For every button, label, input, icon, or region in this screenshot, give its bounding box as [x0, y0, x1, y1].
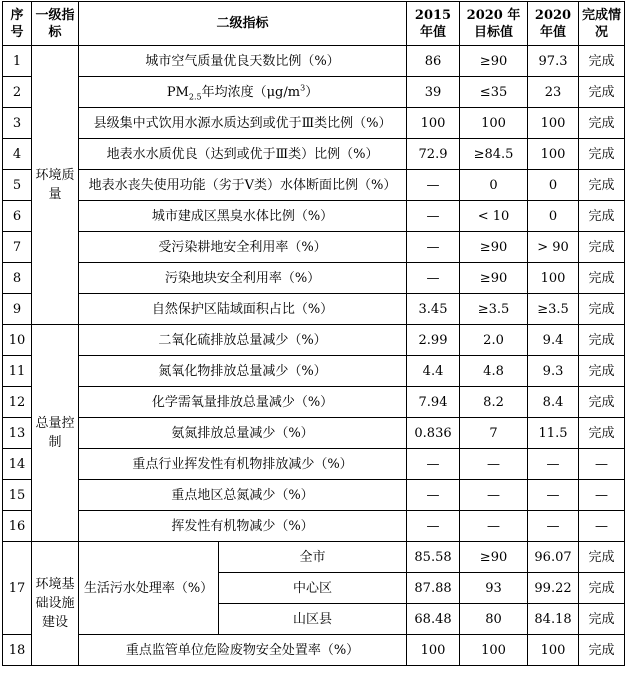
value-2020: 0 [528, 201, 579, 232]
indicator-name: 挥发性有机物减少（%） [79, 511, 407, 542]
status: 完成 [579, 635, 625, 666]
value-target: 0 [460, 170, 528, 201]
value-2015: 86 [407, 46, 460, 77]
value-2015: 85.58 [407, 542, 460, 573]
table-row [3, 77, 625, 108]
value-2020: 8.4 [528, 387, 579, 418]
table-row [3, 108, 625, 139]
header-primary: 一级指标 [32, 2, 79, 46]
table-row [3, 449, 625, 480]
table-row [3, 201, 625, 232]
value-target: ≤35 [460, 77, 528, 108]
value-target: — [460, 449, 528, 480]
value-target: — [460, 480, 528, 511]
value-target: 8.2 [460, 387, 528, 418]
table-row [3, 356, 625, 387]
indicator-name: 自然保护区陆域面积占比（%） [79, 294, 407, 325]
sub-area: 山区县 [219, 604, 407, 635]
row-number: 7 [3, 232, 32, 263]
status: 完成 [579, 232, 625, 263]
value-2020: — [528, 480, 579, 511]
value-target: ≥90 [460, 232, 528, 263]
value-2015: 87.88 [407, 573, 460, 604]
status: 完成 [579, 294, 625, 325]
table-row [3, 480, 625, 511]
table-row [3, 635, 625, 666]
value-2020: 84.18 [528, 604, 579, 635]
row-number: 12 [3, 387, 32, 418]
value-2015: — [407, 232, 460, 263]
value-target: ≥84.5 [460, 139, 528, 170]
table-row [3, 542, 625, 573]
indicator-name: 氮氧化物排放总量减少（%） [79, 356, 407, 387]
value-2020: 11.5 [528, 418, 579, 449]
value-2015: — [407, 480, 460, 511]
row-number: 14 [3, 449, 32, 480]
value-target: 4.8 [460, 356, 528, 387]
status: 完成 [579, 325, 625, 356]
value-2015: 100 [407, 108, 460, 139]
value-2020: > 90 [528, 232, 579, 263]
row-number: 16 [3, 511, 32, 542]
table-row [3, 511, 625, 542]
status: 完成 [579, 573, 625, 604]
value-2020: 100 [528, 139, 579, 170]
table-row [3, 170, 625, 201]
status: 完成 [579, 108, 625, 139]
indicator-name: 地表水水质优良（达到或优于Ⅲ类）比例（%） [79, 139, 407, 170]
indicator-name: 城市建成区黑臭水体比例（%） [79, 201, 407, 232]
indicator-name-part: ） [305, 84, 319, 100]
indicator-name-part: PM [166, 84, 189, 100]
indicator-name [79, 77, 407, 108]
indicator-name: 重点行业挥发性有机物排放减少（%） [79, 449, 407, 480]
status: 完成 [579, 542, 625, 573]
indicator-name-part: 年均浓度（μg/m [201, 84, 301, 100]
value-target: ≥90 [460, 542, 528, 573]
indicator-name: 重点监管单位危险废物安全处置率（%） [79, 635, 407, 666]
indicator-name: 地表水丧失使用功能（劣于Ⅴ类）水体断面比例（%） [79, 170, 407, 201]
status: — [579, 449, 625, 480]
indicator-name-subscript: 2.5 [188, 92, 202, 102]
indicator-name: 化学需氧量排放总量减少（%） [79, 387, 407, 418]
status: 完成 [579, 77, 625, 108]
category-env-quality: 环境质量 [32, 46, 79, 325]
value-target: ≥3.5 [460, 294, 528, 325]
table-header-row [3, 2, 625, 46]
value-2015: 3.45 [407, 294, 460, 325]
status: 完成 [579, 139, 625, 170]
row-number: 3 [3, 108, 32, 139]
row-number: 10 [3, 325, 32, 356]
value-2020: — [528, 449, 579, 480]
value-2015: 39 [407, 77, 460, 108]
value-2020: — [528, 511, 579, 542]
value-2020: 100 [528, 635, 579, 666]
header-secondary: 二级指标 [79, 2, 407, 46]
header-2020: 2020年值 [528, 2, 579, 46]
value-2015: — [407, 170, 460, 201]
table-row [3, 418, 625, 449]
status: 完成 [579, 356, 625, 387]
value-2015: 0.836 [407, 418, 460, 449]
value-target: 93 [460, 573, 528, 604]
value-target: ≥90 [460, 46, 528, 77]
indicator-name: 二氧化硫排放总量减少（%） [79, 325, 407, 356]
row-number: 4 [3, 139, 32, 170]
status: — [579, 511, 625, 542]
value-target: < 10 [460, 201, 528, 232]
row-number: 8 [3, 263, 32, 294]
row-number: 18 [3, 635, 32, 666]
status: 完成 [579, 604, 625, 635]
indicator-name-superscript: 3 [300, 83, 306, 93]
value-2020: 96.07 [528, 542, 579, 573]
value-2015: 72.9 [407, 139, 460, 170]
row-number: 17 [3, 542, 32, 635]
header-2015: 2015年值 [407, 2, 460, 46]
header-status: 完成情况 [579, 2, 625, 46]
status: 完成 [579, 170, 625, 201]
row-number: 5 [3, 170, 32, 201]
value-2020: ≥3.5 [528, 294, 579, 325]
status: 完成 [579, 418, 625, 449]
status: 完成 [579, 201, 625, 232]
value-2015: — [407, 263, 460, 294]
value-2015: 68.48 [407, 604, 460, 635]
status: 完成 [579, 46, 625, 77]
value-2020: 0 [528, 170, 579, 201]
table-row [3, 232, 625, 263]
value-target: 7 [460, 418, 528, 449]
category-total-control: 总量控制 [32, 325, 79, 542]
value-2015: 4.4 [407, 356, 460, 387]
value-2020: 23 [528, 77, 579, 108]
value-2020: 9.4 [528, 325, 579, 356]
value-2015: 100 [407, 635, 460, 666]
value-2020: 99.22 [528, 573, 579, 604]
header-2020-target: 2020 年目标值 [460, 2, 528, 46]
indicator-name: 城市空气质量优良天数比例（%） [79, 46, 407, 77]
indicator-name: 污染地块安全利用率（%） [79, 263, 407, 294]
table-row [3, 294, 625, 325]
row-number: 1 [3, 46, 32, 77]
status: 完成 [579, 263, 625, 294]
table-row [3, 325, 625, 356]
value-target: 2.0 [460, 325, 528, 356]
value-2020: 100 [528, 263, 579, 294]
value-target: 100 [460, 635, 528, 666]
status: 完成 [579, 387, 625, 418]
row-number: 11 [3, 356, 32, 387]
value-target: 80 [460, 604, 528, 635]
value-2015: 7.94 [407, 387, 460, 418]
indicator-name: 受污染耕地安全利用率（%） [79, 232, 407, 263]
indicator-name: 生活污水处理率（%） [79, 542, 219, 635]
value-target: 100 [460, 108, 528, 139]
status: — [579, 480, 625, 511]
value-target: ≥90 [460, 263, 528, 294]
table-row [3, 139, 625, 170]
table-row [3, 387, 625, 418]
row-number: 13 [3, 418, 32, 449]
value-2015: — [407, 449, 460, 480]
sub-area: 中心区 [219, 573, 407, 604]
indicator-name: 重点地区总氮减少（%） [79, 480, 407, 511]
value-target: — [460, 511, 528, 542]
row-number: 15 [3, 480, 32, 511]
indicator-name: 氨氮排放总量减少（%） [79, 418, 407, 449]
row-number: 2 [3, 77, 32, 108]
value-2020: 9.3 [528, 356, 579, 387]
value-2020: 100 [528, 108, 579, 139]
indicator-table [2, 1, 625, 666]
value-2015: — [407, 511, 460, 542]
row-number: 9 [3, 294, 32, 325]
indicator-name: 县级集中式饮用水源水质达到或优于Ⅲ类比例（%） [79, 108, 407, 139]
table-row [3, 263, 625, 294]
category-infrastructure: 环境基础设施建设 [32, 542, 79, 666]
value-2015: — [407, 201, 460, 232]
sub-area: 全市 [219, 542, 407, 573]
table-row [3, 46, 625, 77]
header-seq: 序号 [3, 2, 32, 46]
row-number: 6 [3, 201, 32, 232]
value-2020: 97.3 [528, 46, 579, 77]
value-2015: 2.99 [407, 325, 460, 356]
